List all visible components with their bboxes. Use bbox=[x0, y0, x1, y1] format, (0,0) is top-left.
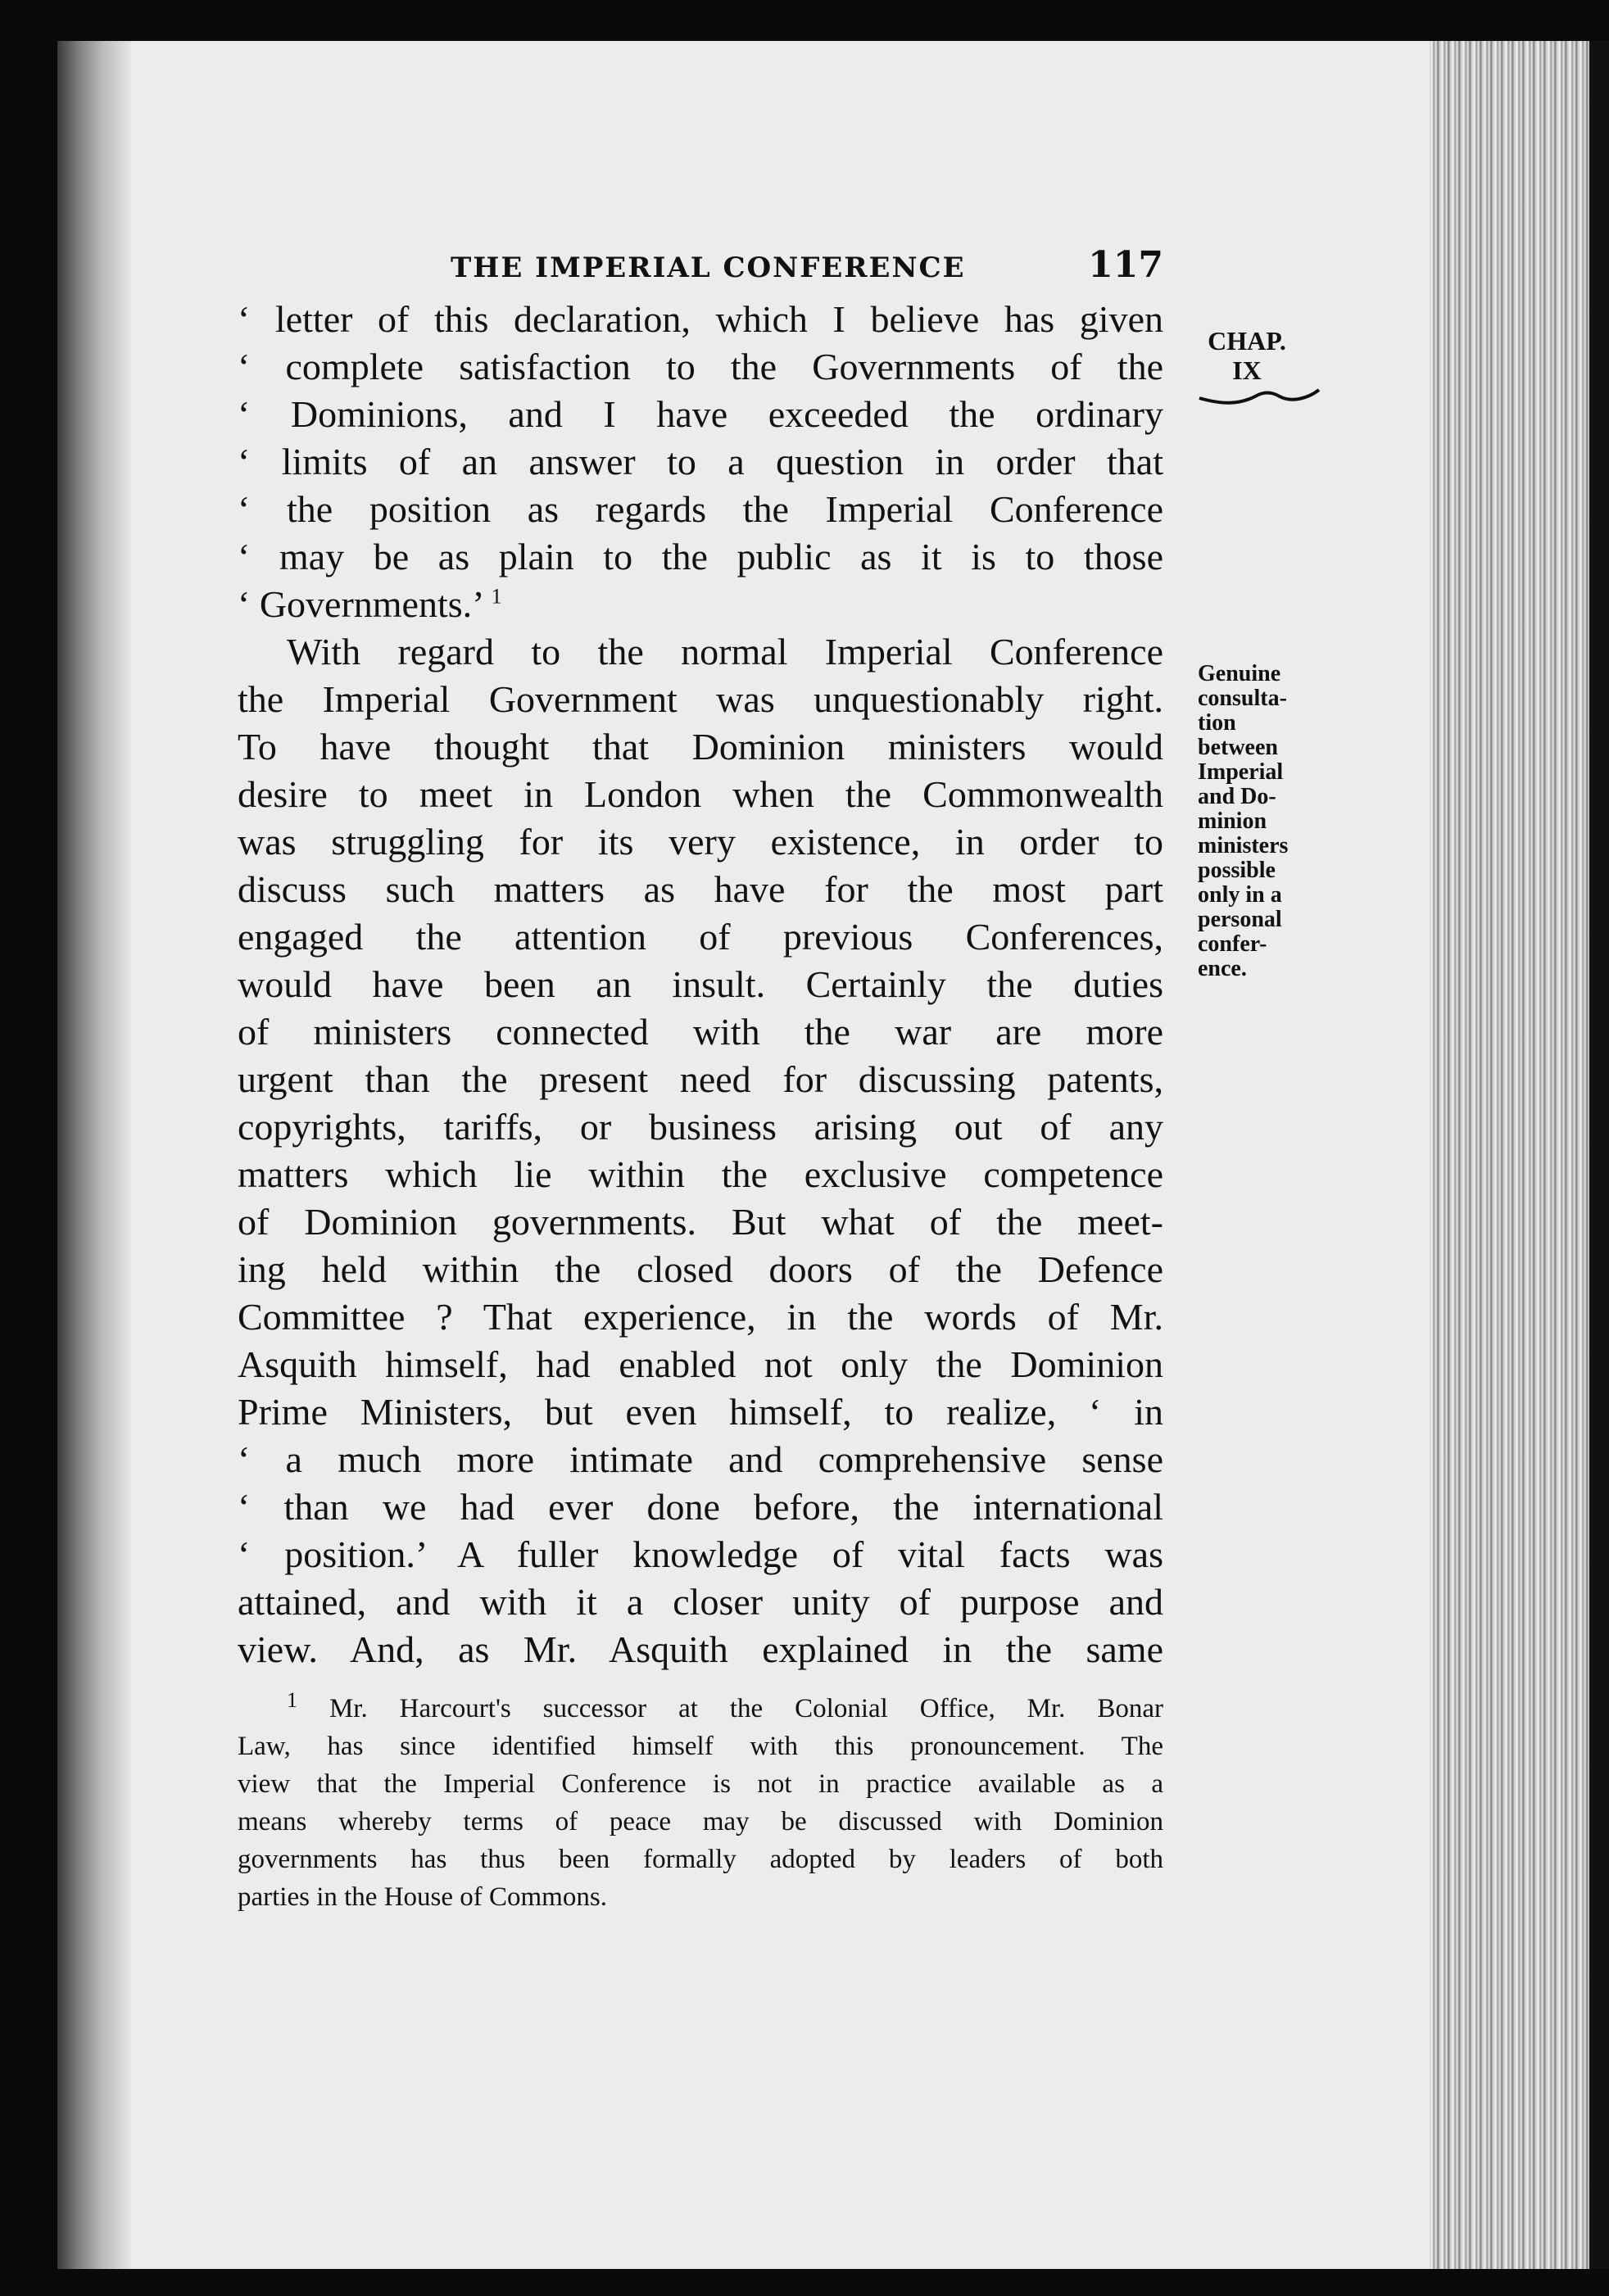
body-line: discuss such matters as have for the most part bbox=[238, 868, 1163, 910]
body-line: was struggling for its very existence, in order to bbox=[238, 821, 1163, 863]
margin-gloss-line: Imperial bbox=[1198, 759, 1284, 785]
body-line: To have thought that Dominion ministers would bbox=[238, 726, 1163, 768]
footnote-text: Mr. Harcourt's successor at the Colonial Office, Mr. Bonar bbox=[329, 1694, 1164, 1723]
running-head-title: THE IMPERIAL CONFERENCE bbox=[451, 251, 966, 284]
chapter-label: CHAP. bbox=[1208, 326, 1286, 355]
body-line: ‘ position.’ A fuller knowledge of vital facts was bbox=[238, 1533, 1163, 1575]
body-line: of ministers connected with the war are more bbox=[238, 1011, 1163, 1053]
body-line: Asquith himself, had enabled not only the Dominion bbox=[238, 1343, 1163, 1385]
body-line: matters which lie within the exclusive competence bbox=[238, 1153, 1163, 1195]
footnote-line: view that the Imperial Conference is not in practice available as a bbox=[238, 1769, 1163, 1799]
body-line: ‘ may be as plain to the public as it is to those bbox=[238, 536, 1163, 577]
footnote-line bbox=[238, 1690, 1163, 1728]
footnote-line: Law, has since identified himself with this pronouncement. The bbox=[238, 1732, 1163, 1761]
body-line: ‘ than we had ever done before, the international bbox=[238, 1486, 1163, 1528]
chapter-marker bbox=[1198, 326, 1296, 406]
margin-gloss-line: only in a bbox=[1198, 882, 1282, 908]
body-line: desire to meet in London when the Commonwealth bbox=[238, 773, 1163, 815]
body-line: of Dominion governments. But what of the meet- bbox=[238, 1201, 1163, 1243]
main-text-block bbox=[238, 244, 1163, 1916]
footnote-line: means whereby terms of peace may be discussed with Dominion bbox=[238, 1807, 1163, 1836]
page-edge-stack bbox=[1430, 41, 1602, 2269]
margin-gloss-line: confer- bbox=[1198, 931, 1267, 957]
body-line: would have been an insult. Certainly the duties bbox=[238, 963, 1163, 1005]
ornament-swash-icon bbox=[1198, 387, 1321, 406]
body-line: urgent than the present need for discussing patents, bbox=[238, 1058, 1163, 1100]
margin-gloss-line: between bbox=[1198, 735, 1278, 760]
margin-gloss-line: tion bbox=[1198, 710, 1236, 736]
body-line-with-note-ref bbox=[238, 581, 1163, 628]
body-line: ‘ letter of this declaration, which I believe has given bbox=[238, 298, 1163, 340]
body-line: ‘ Dominions, and I have exceeded the ordinary bbox=[238, 393, 1163, 435]
margin-gloss-line: consulta- bbox=[1198, 686, 1287, 711]
body-line: engaged the attention of previous Conferences, bbox=[238, 916, 1163, 958]
footnote-reference: 1 bbox=[491, 584, 502, 609]
margin-gloss-line: minion bbox=[1198, 808, 1267, 834]
body-line: ‘ complete satisfaction to the Governments of the bbox=[238, 346, 1163, 387]
scan-border bbox=[1589, 41, 1609, 2269]
body-line: ‘ Governments.’ bbox=[238, 583, 483, 625]
footnote-line: governments has thus been formally adopted by leaders of both bbox=[238, 1845, 1163, 1874]
page-number: 117 bbox=[1088, 244, 1163, 286]
footnote-marker: 1 bbox=[287, 1688, 297, 1712]
running-head bbox=[238, 244, 1163, 286]
margin-gloss-line: Genuine bbox=[1198, 661, 1281, 686]
body-line: ‘ the position as regards the Imperial Conference bbox=[238, 488, 1163, 530]
margin-gloss bbox=[1198, 662, 1296, 981]
body-text bbox=[238, 296, 1163, 1673]
margin-gloss-line: ministers bbox=[1198, 833, 1289, 858]
margin-gloss-line: ence. bbox=[1198, 956, 1247, 981]
body-line: view. And, as Mr. Asquith explained in the same bbox=[238, 1628, 1163, 1670]
body-line: ‘ a much more intimate and comprehensive sense bbox=[238, 1438, 1163, 1480]
footnotes bbox=[238, 1690, 1163, 1916]
body-line: With regard to the normal Imperial Conference bbox=[287, 631, 1163, 672]
body-line: ing held within the closed doors of the Defence bbox=[238, 1248, 1163, 1290]
body-line: ‘ limits of an answer to a question in order that bbox=[238, 441, 1163, 482]
body-line: Committee ? That experience, in the words of Mr. bbox=[238, 1296, 1163, 1338]
body-line: the Imperial Government was unquestionably right. bbox=[238, 678, 1163, 720]
margin-gloss-line: possible bbox=[1198, 858, 1276, 883]
page-gutter-shadow bbox=[57, 41, 131, 2269]
body-line: attained, and with it a closer unity of purpose and bbox=[238, 1581, 1163, 1623]
body-line: Prime Ministers, but even himself, to realize, ‘ in bbox=[238, 1391, 1163, 1433]
footnote-line: parties in the House of Commons. bbox=[238, 1882, 607, 1912]
chapter-number: IX bbox=[1232, 355, 1262, 385]
margin-gloss-line: personal bbox=[1198, 907, 1282, 932]
body-line: copyrights, tariffs, or business arising out of any bbox=[238, 1106, 1163, 1148]
margin-gloss-line: and Do- bbox=[1198, 784, 1276, 809]
